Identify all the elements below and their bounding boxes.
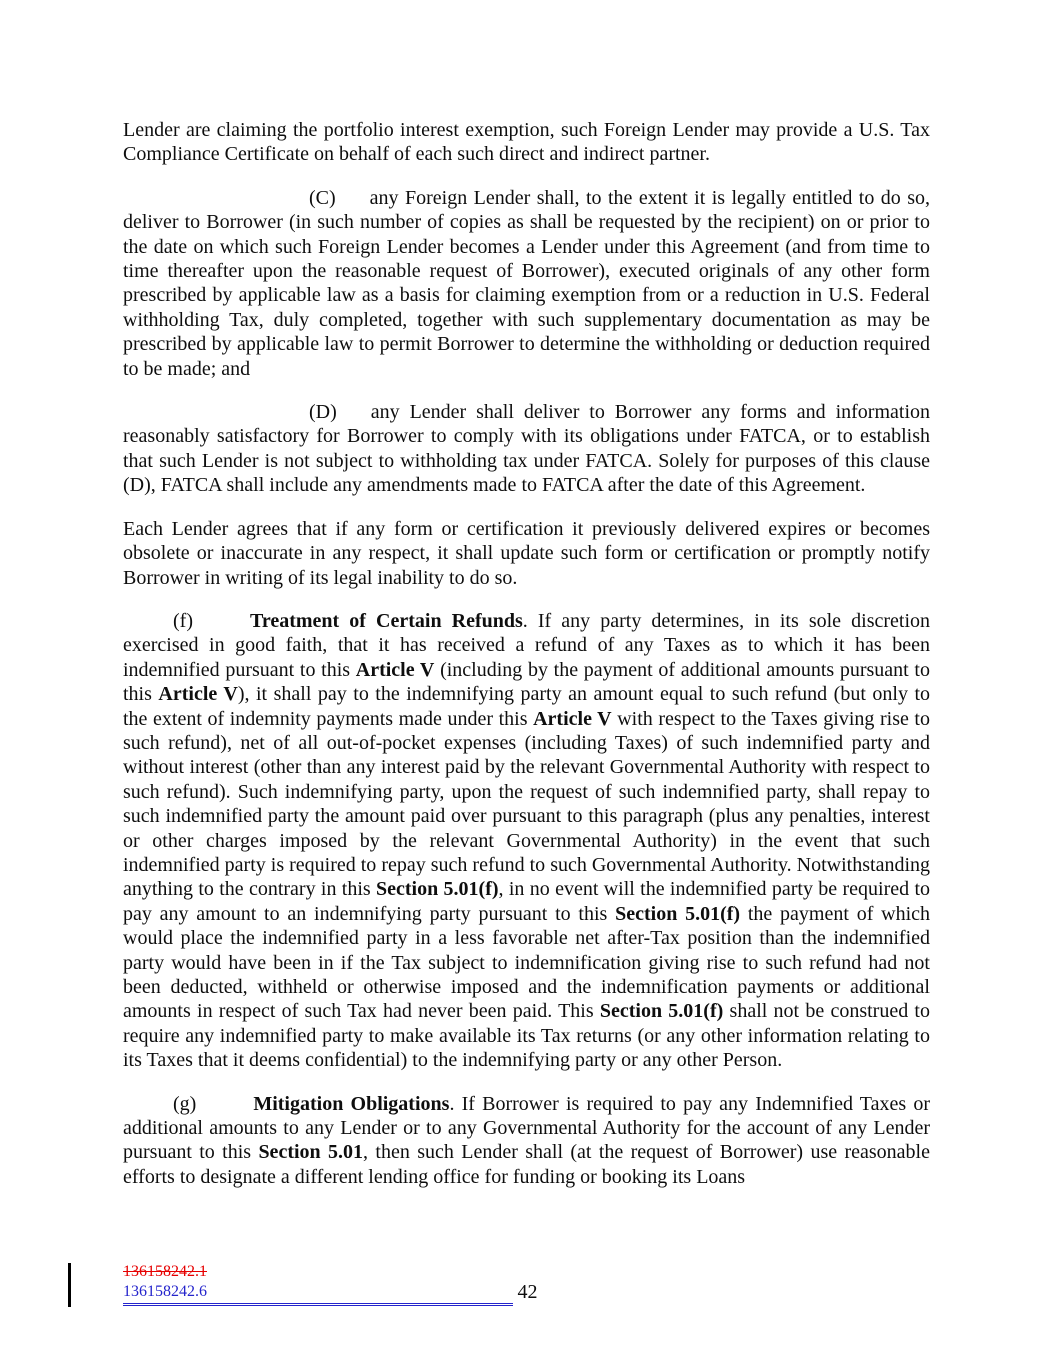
paragraph-continuation: Lender are claiming the portfolio interest exemption, such Foreign Lender may provide a U.S. Tax Compliance Certificate on behalf of each such direct and indirect partner.	[123, 119, 930, 166]
footer-doc-id-deleted: 136158242.1	[123, 1263, 207, 1280]
footer-doc-id-current: 136158242.6	[123, 1283, 207, 1300]
document-body	[123, 118, 930, 1208]
section-f-paragraph: (f) Treatment of Certain Refunds. If any party determines, in its sole discretion exercised in good faith, that it has received a refund of any Taxes as to which it has been indemnified pursuant to this Article V (including by the payment of additional amounts pursuant to this Article V), it shall pay to the indemnifying party an amount equal to such refund (but only to the extent of indemnity payments made under this Article V with respect to the Taxes giving rise to such refund), net of all out-of-pocket expenses (including Taxes) of such indemnified party and without interest (other than any interest paid by the relevant Governmental Authority with respect to such refund). Such indemnifying party, upon the request of such indemnified party, shall repay to such indemnified party the amount paid over pursuant to this paragraph (plus any penalties, interest or other charges imposed by the relevant Governmental Authority) in the event that such indemnified party is required to repay such refund to such Governmental Authority. Notwithstanding anything to the contrary in this Section 5.01(f), in no event will the indemnified party be required to pay any amount to an indemnifying party pursuant to this Section 5.01(f) the payment of which would place the indemnified party in a less favorable net after-Tax position than the indemnified party would have been in if the Tax subject to indemnification giving rise to such refund had not been deducted, withheld or otherwise imposed and the indemnification payments or additional amounts in respect of such Tax had never been paid. This Section 5.01(f) shall not be construed to require any indemnified party to make available its Tax returns (or any other information relating to its Taxes that it deems confidential) to the indemnifying party or any other Person.	[123, 609, 931, 1072]
clause-d-paragraph: (D) any Lender shall deliver to Borrower any forms and information reasonably satisfactory for Borrower to comply with its obligations under FATCA, or to establish that such Lender is not subject to withholding tax under FATCA. Solely for purposes of this clause (D), FATCA shall include any amendments made to FATCA after the date of this Agreement.	[123, 401, 930, 497]
page-number: 42	[517, 1281, 538, 1303]
each-lender-paragraph: Each Lender agrees that if any form or certification it previously delivered expires or becomes obsolete or inaccurate in any respect, it shall update such form or certification or promptly notify Borrower in writing of its legal inability to do so.	[123, 517, 930, 589]
footer-deleted-row	[123, 1262, 930, 1282]
section-g-paragraph: (g) Mitigation Obligations. If Borrower is required to pay any Indemnified Taxes or additional amounts to any Lender or to any Governmental Authority for the account of any Lender pursuant to this Section 5.01, then such Lender shall (at the request of Borrower) use reasonable efforts to designate a different lending office for funding or booking its Loans	[123, 1092, 930, 1188]
clause-c-paragraph: (C) any Foreign Lender shall, to the extent it is legally entitled to do so, deliver to Borrower (in such number of copies as shall be requested by the recipient) on or prior to the date on which such Foreign Lender becomes a Lender under this Agreement (and from time to time thereafter upon the reasonable request of Borrower), executed originals of any other form prescribed by applicable law as a basis for claiming exemption from or a reduction in U.S. Federal withholding Tax, duly completed, together with such supplementary documentation as may be prescribed by applicable law to permit Borrower to determine the withholding or deduction required to be made; and	[123, 186, 930, 380]
